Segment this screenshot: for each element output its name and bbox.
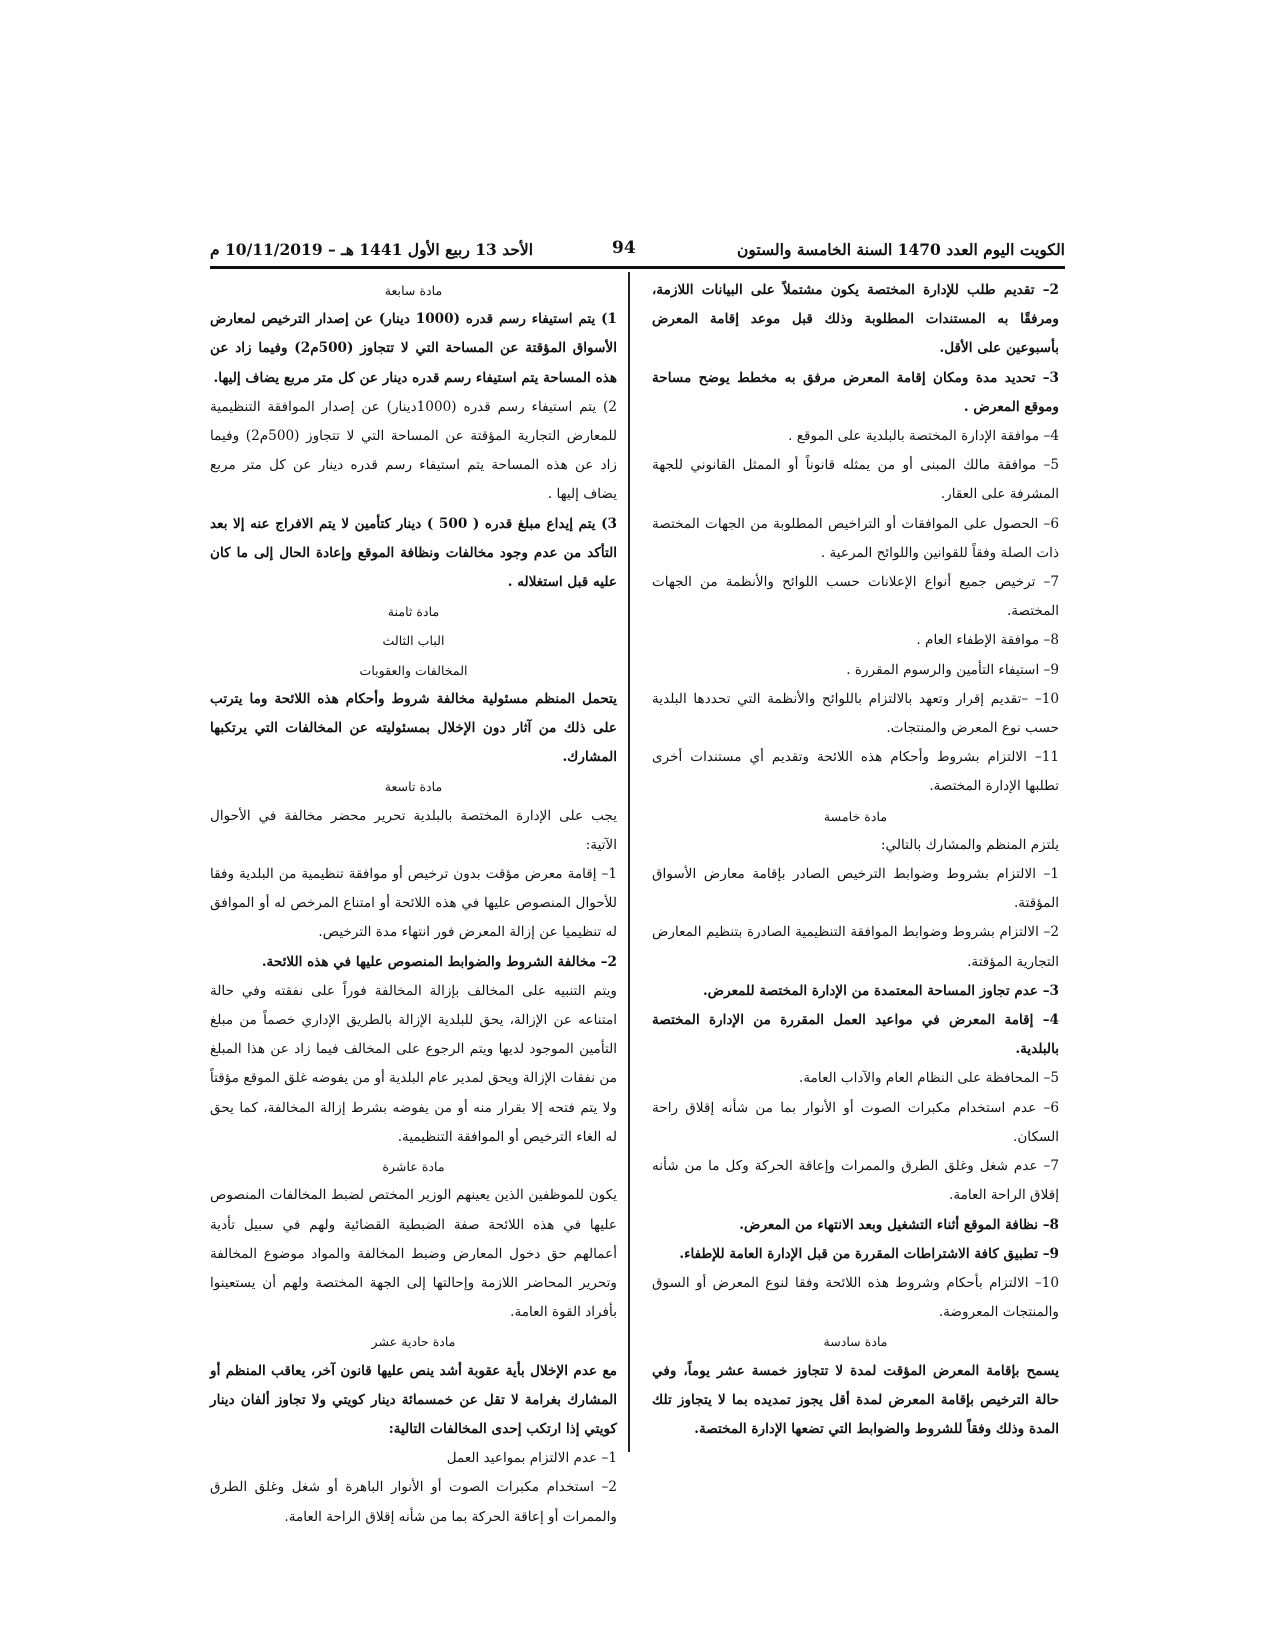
paragraph: 10– –تقديم إقرار وتعهد بالالتزام باللوائح والأنظمة التي تحددها البلدية حسب نوع المعرض والمنتجات. bbox=[652, 690, 1059, 737]
paragraph: 8– نظافة الموقع أثناء التشغيل وبعد الانتهاء من المعرض. bbox=[739, 1216, 1059, 1233]
paragraph: 6– الحصول على الموافقات أو التراخيص المطلوبة من الجهات المختصة ذات الصلة وفقاً للقوانين واللوائح المرعية . bbox=[652, 515, 1059, 561]
paragraph: 8– موافقة الإطفاء العام . bbox=[916, 632, 1059, 649]
paragraph: 11– الالتزام بشروط وأحكام هذه اللائحة وتقديم أي مستندات أخرى تطلبها الإدارة المختصة. bbox=[652, 749, 1059, 795]
page-header bbox=[210, 236, 1065, 266]
article-heading: مادة عاشرة bbox=[382, 1159, 445, 1175]
paragraph: 2) يتم استيفاء رسم قدره (1000دينار) عن إصدار الموافقة التنظيمية للمعارض التجارية المؤقتة عن المساحة التي لا تتجاوز (500م2) وفيما زاد عن هذه المساحة يتم استيفاء رسم قدره دينار عن كل متر مربع يضاف إليها . bbox=[210, 398, 618, 503]
paragraph: 1) يتم استيفاء رسم قدره (1000 دينار) عن إصدار الترخيص لمعارض الأسواق المؤقتة عن المساحة التي لا تتجاوز (500م2) وفيما زاد عن هذه المساحة يتم استيفاء رسم قدره دينار عن كل متر مربع يضاف إليها. bbox=[210, 311, 617, 386]
article-heading: مادة تاسعة bbox=[384, 779, 443, 795]
paragraph: 5– المحافظة على النظام العام والآداب العامة. bbox=[799, 1070, 1059, 1087]
paragraph: 7– ترخيص جميع أنواع الإعلانات حسب اللوائح والأنظمة من الجهات المختصة. bbox=[652, 574, 1059, 620]
paragraph: مع عدم الإخلال بأية عقوبة أشد ينص عليها قانون آخر، يعاقب المنظم أو المشارك بغرامة لا تقل عن خمسمائة دينار كويتي ولا تجاوز ألفان دينار كويتي إذا ارتكب إحدى المخالفات التالية: bbox=[210, 1362, 617, 1437]
paragraph: 1– الالتزام بشروط وضوابط الترخيص الصادر بإقامة معارض الأسواق المؤقتة. bbox=[652, 866, 1059, 912]
header-gazette-title: الكويت اليوم العدد 1470 السنة الخامسة والستون bbox=[737, 240, 1065, 259]
paragraph: يتحمل المنظم مسئولية مخالفة شروط وأحكام هذه اللائحة وما يترتب على ذلك من آثار دون الإخلال بمسئوليته عن المخالفات التي يرتكبها المشارك. bbox=[210, 690, 617, 766]
paragraph: 10– الالتزام بأحكام وشروط هذه اللائحة وفقا لنوع المعرض أو السوق والمنتجات المعروضة. bbox=[652, 1274, 1059, 1321]
paragraph: 9– استيفاء التأمين والرسوم المقررة . bbox=[846, 661, 1059, 678]
header-date: الأحد 13 ربيع الأول 1441 هـ – 10/11/2019 م bbox=[210, 240, 534, 259]
paragraph: 2– الالتزام بشروط وضوابط الموافقة التنظيمية الصادرة بتنظيم المعارض التجارية المؤقتة. bbox=[652, 924, 1059, 970]
paragraph: 6– عدم استخدام مكبرات الصوت أو الأنوار بما من شأنه إقلاق راحة السكان. bbox=[652, 1099, 1059, 1145]
paragraph: 2– استخدام مكبرات الصوت أو الأنوار الباهرة أو شغل وغلق الطرق والممرات أو إعاقة الحركة بما من شأنه إقلاق الراحة العامة. bbox=[210, 1479, 617, 1525]
paragraph: 3– تحديد مدة ومكان إقامة المعرض مرفق به مخطط يوضح مساحة وموقع المعرض . bbox=[652, 369, 1059, 415]
left-column bbox=[210, 276, 617, 1532]
paragraph: 7– عدم شغل وغلق الطرق والممرات وإعاقة الحركة وكل ما من شأنه إقلاق الراحة العامة. bbox=[652, 1158, 1059, 1204]
article-heading: مادة ثامنة bbox=[387, 604, 440, 620]
paragraph: 3) يتم إيداع مبلغ قدره ( 500 ) دينار كتأمين لا يتم الافراج عنه إلا بعد التأكد من عدم وجود مخالفات ونظافة الموقع وإعادة الحال إلى ما كان عليه قبل استغلاله . bbox=[210, 515, 618, 591]
paragraph: 2– تقديم طلب للإدارة المختصة يكون مشتملاً على البيانات اللازمة، ومرفقًا به المستندات المطلوبة وذلك قبل موعد إقامة المعرض بأسبوعين على الأقل. bbox=[652, 282, 1059, 357]
paragraph: 1– إقامة معرض مؤقت بدون ترخيص أو موافقة تنظيمية من البلدية وفقا للأحوال المنصوص عليها في هذه اللائحة أو امتناع المرخص له أو الموافق له تنظيميا عن إزالة المعرض فور انتهاء مدة الترخيص. bbox=[210, 866, 617, 941]
paragraph: يكون للموظفين الذين يعينهم الوزير المختص لضبط المخالفات المنصوص عليها في هذه اللائحة صفة الضبطية القضائية ولهم في سبيل تأدية أعمالهم حق دخول المعارض وضبط المخالفة والمواد موضوع المخالفة وتحرير المحاضر اللازمة وإحالتها إلى الجهة المختصة ولهم أن يستعينوا بأفراد القوة العامة. bbox=[210, 1187, 617, 1321]
paragraph: 4– موافقة الإدارة المختصة بالبلدية على الموقع . bbox=[788, 428, 1059, 445]
paragraph: 9– تطبيق كافة الاشتراطات المقررة من قبل الإدارة العامة للإطفاء. bbox=[679, 1245, 1059, 1262]
article-heading: مادة خامسة bbox=[823, 808, 888, 824]
article-heading: الباب الثالث bbox=[382, 633, 445, 649]
paragraph: يسمح بإقامة المعرض المؤقت لمدة لا تتجاوز خمسة عشر يوماً، وفي حالة الترخيص بإقامة المعرض لمدة أقل يجوز تمديده بما لا يتجاوز تلك المدة وذلك وفقاً للشروط والضوابط التي تضعها الإدارة المختصة. bbox=[652, 1362, 1059, 1437]
header-rule bbox=[210, 266, 1065, 269]
article-heading: المخالفات والعقوبات bbox=[359, 662, 468, 678]
article-heading: مادة حادية عشر bbox=[371, 1334, 456, 1350]
paragraph: 2– مخالفة الشروط والضوابط المنصوص عليها في هذه اللائحة. bbox=[261, 953, 617, 970]
page-number: 94 bbox=[612, 238, 636, 258]
paragraph: 1– عدم الالتزام بمواعيد العمل bbox=[446, 1450, 617, 1467]
article-heading: مادة سادسة bbox=[823, 1334, 888, 1350]
paragraph: 3– عدم تجاوز المساحة المعتمدة من الإدارة المختصة للمعرض. bbox=[702, 982, 1059, 999]
column-divider bbox=[628, 272, 630, 1452]
paragraph: 5– موافقة مالك المبنى أو من يمثله قانوناً أو الممثل القانوني للجهة المشرفة على العقار. bbox=[652, 457, 1059, 503]
paragraph: 4– إقامة المعرض في مواعيد العمل المقررة من الإدارة المختصة بالبلدية. bbox=[652, 1012, 1059, 1058]
paragraph: ويتم التنبيه على المخالف بإزالة المخالفة فوراً على نفقته وفي حالة امتناعه عن الإزالة، يحق للبلدية الإزالة بالطريق الإداري خصماً من مبلغ التأمين الموجود لديها ويتم الرجوع على المخالف فيما زاد عن هذا المبلغ من نفقات الإزالة ويحق لمدير عام البلدية أو من يفوضه غلق الموقع مؤقتاً ولا يتم فتحه إلا بقرار منه أو من يفوضه بشرط إزالة المخالفة، كما يحق له الغاء الترخيص أو الموافقة التنظيمية. bbox=[210, 982, 617, 1145]
paragraph: يجب على الإدارة المختصة بالبلدية تحرير محضر مخالفة في الأحوال الآتية: bbox=[210, 807, 617, 853]
right-column bbox=[652, 276, 1059, 1444]
article-heading: مادة سابعة bbox=[384, 283, 443, 298]
paragraph: يلتزم المنظم والمشارك بالتالي: bbox=[880, 836, 1059, 853]
